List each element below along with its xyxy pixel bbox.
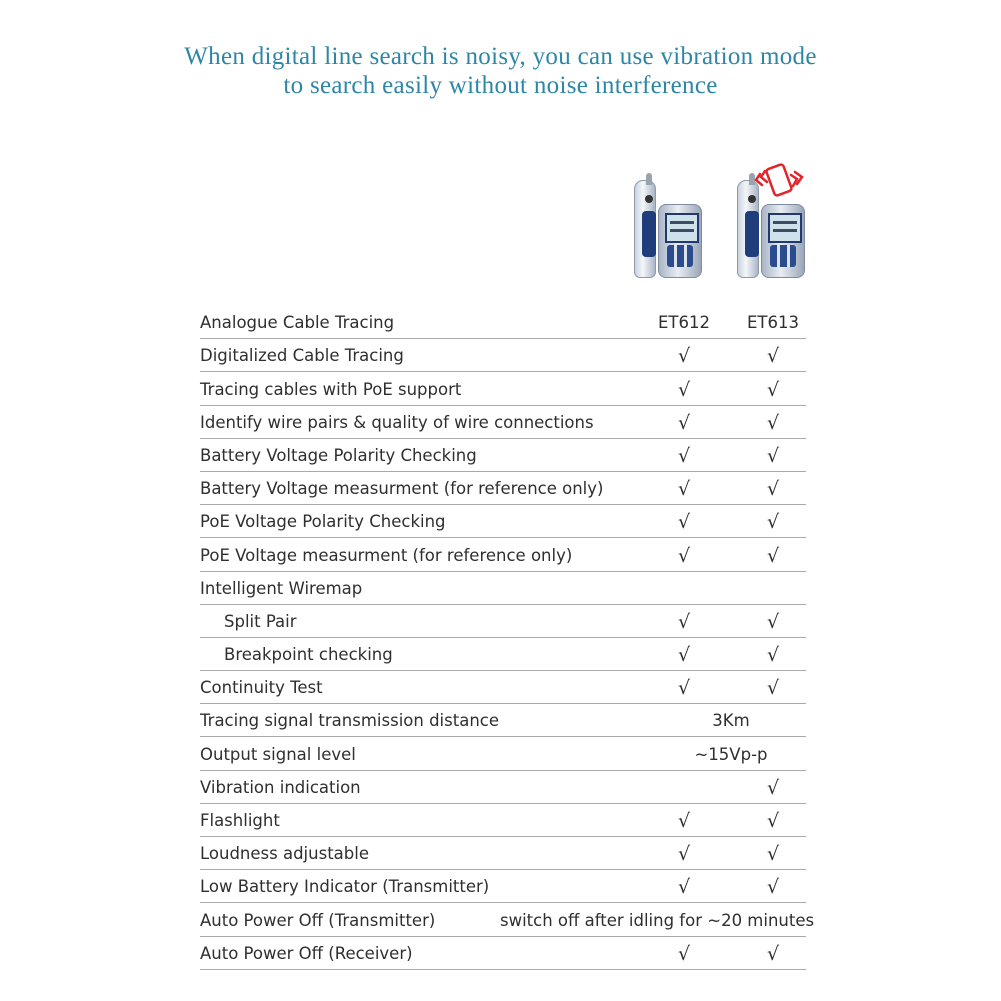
table-row [200, 339, 806, 372]
feature-label: Flashlight [200, 811, 280, 830]
et613-cell-check-icon: √ [766, 677, 780, 700]
table-row [200, 605, 806, 638]
table-row [200, 406, 806, 439]
table-row [200, 505, 806, 538]
table-row [200, 538, 806, 571]
et612-cell-check-icon: √ [677, 411, 691, 434]
et613-cell-check-icon: √ [766, 942, 780, 965]
et612-cell-check-icon: √ [677, 843, 691, 866]
et612-cell-check-icon: √ [677, 942, 691, 965]
shared-value: ~15Vp-p [694, 744, 768, 764]
et613-cell-check-icon: √ [766, 478, 780, 501]
feature-label: Tracing cables with PoE support [200, 379, 462, 399]
et612-cell-check-icon: √ [677, 644, 691, 667]
table-row [200, 903, 815, 936]
et613-cell-check-icon: √ [766, 444, 780, 467]
table-row [200, 804, 806, 837]
probe-icon [634, 180, 656, 278]
table-row [200, 372, 806, 405]
table-row [200, 837, 806, 870]
feature-label: PoE Voltage measurment (for reference only) [200, 545, 573, 565]
feature-label: Auto Power Off (Transmitter) [200, 910, 436, 930]
headline-line-2: to search easily without noise interference [283, 72, 718, 99]
shared-value: switch off after idling for ~20 minutes [500, 910, 815, 930]
headline [0, 42, 1001, 100]
et612-cell-check-icon: √ [677, 810, 691, 832]
et613-cell-check-icon: √ [766, 876, 780, 899]
feature-label: Tracing signal transmission distance [200, 711, 499, 731]
feature-label: Battery Voltage measurment (for reference only) [200, 479, 604, 499]
et613-cell-check-icon: √ [766, 411, 780, 434]
headline-line-1: When digital line search is noisy, you can use vibration mode [184, 43, 817, 70]
et612-cell-check-icon: √ [677, 511, 691, 534]
vibrating-phone-icon [752, 160, 808, 200]
feature-label: Output signal level [200, 744, 356, 764]
feature-label: Identify wire pairs & quality of wire connections [200, 412, 594, 432]
table-row [200, 671, 806, 704]
et612-cell-check-icon: √ [677, 378, 691, 401]
feature-label: Auto Power Off (Receiver) [200, 943, 413, 963]
table-header-row [200, 306, 806, 339]
et612-cell-check-icon: √ [677, 345, 691, 368]
et612-cell-check-icon: √ [677, 444, 691, 467]
table-row [200, 771, 806, 804]
et612-cell-check-icon: √ [677, 876, 691, 899]
device-et612-image [630, 172, 710, 276]
table-row [200, 870, 806, 903]
table-row [200, 439, 806, 472]
et613-cell-check-icon: √ [766, 511, 780, 534]
feature-label: Continuity Test [200, 678, 323, 698]
feature-label: Analogue Cable Tracing [200, 313, 395, 333]
et612-cell-check-icon: √ [677, 610, 691, 633]
feature-label: Breakpoint checking [224, 645, 393, 665]
shared-value: 3Km [712, 711, 750, 731]
et613-cell-check-icon: √ [766, 345, 780, 368]
feature-label: Battery Voltage Polarity Checking [200, 445, 477, 465]
table-row [200, 472, 806, 505]
et613-cell-check-icon: √ [766, 776, 780, 799]
et613-cell-check-icon: √ [766, 378, 780, 401]
et613-cell-check-icon: √ [766, 810, 780, 832]
et612-cell-check-icon: √ [677, 478, 691, 501]
table-row [200, 737, 806, 770]
table-row [200, 638, 806, 671]
feature-label: Low Battery Indicator (Transmitter) [200, 877, 490, 897]
feature-label: Loudness adjustable [200, 844, 369, 864]
et613-cell-check-icon: √ [766, 843, 780, 866]
table-row [200, 704, 806, 737]
et613-cell: ET613 [747, 313, 799, 333]
feature-label: Vibration indication [200, 777, 361, 797]
feature-label: Digitalized Cable Tracing [200, 346, 404, 366]
table-row [200, 572, 806, 605]
et612-cell-check-icon: √ [677, 544, 691, 567]
comparison-table [200, 306, 815, 970]
feature-label: Split Pair [224, 611, 297, 631]
et612-cell: ET612 [658, 313, 710, 333]
table-row [200, 937, 806, 970]
feature-label: PoE Voltage Polarity Checking [200, 512, 446, 532]
feature-label: Intelligent Wiremap [200, 578, 363, 598]
et612-cell-check-icon: √ [677, 677, 691, 700]
et613-cell-check-icon: √ [766, 544, 780, 567]
receiver-icon [658, 204, 702, 278]
et613-cell-check-icon: √ [766, 610, 780, 633]
et613-cell-check-icon: √ [766, 644, 780, 667]
receiver-icon [761, 204, 805, 278]
